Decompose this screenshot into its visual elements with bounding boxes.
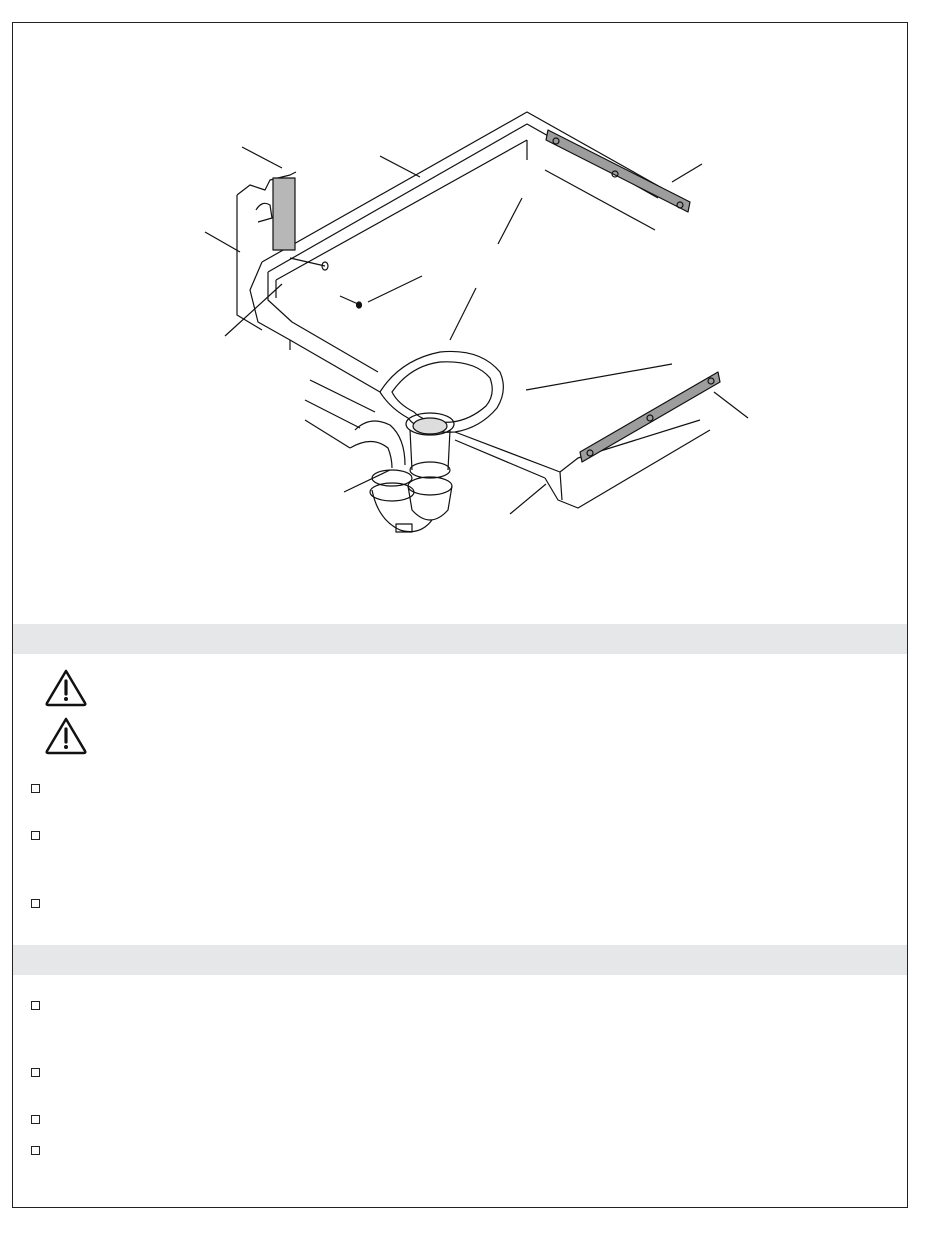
checkbox[interactable] — [31, 1146, 40, 1155]
checkbox[interactable] — [31, 1115, 40, 1124]
shower-base-installation-diagram — [0, 0, 950, 600]
checkbox[interactable] — [31, 1001, 40, 1010]
checkbox[interactable] — [31, 1068, 40, 1077]
checkbox[interactable] — [31, 831, 40, 840]
section-header-2 — [13, 945, 907, 975]
warning-triangle-icon — [44, 716, 88, 756]
warning-triangle-icon — [44, 668, 88, 708]
section-header-1 — [13, 624, 907, 654]
checkbox[interactable] — [31, 784, 40, 793]
checkbox[interactable] — [31, 899, 40, 908]
